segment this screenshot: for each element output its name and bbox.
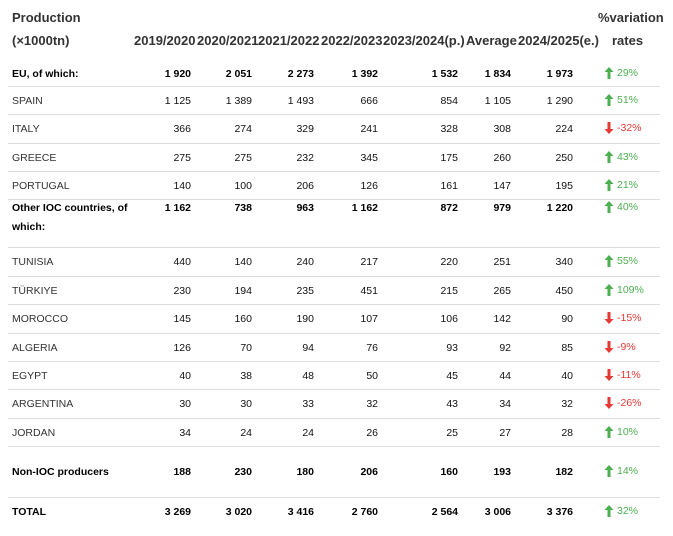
row-label: ALGERIA — [12, 342, 58, 354]
value-cell: 30 — [240, 398, 252, 410]
table-row — [8, 114, 660, 144]
arrow-up-icon — [604, 67, 614, 79]
value-cell: 33 — [302, 398, 314, 410]
value-cell: 27 — [499, 427, 511, 439]
arrow-up-icon — [604, 201, 614, 213]
arrow-up-icon — [604, 465, 614, 477]
value-cell: 182 — [555, 466, 573, 478]
variation-cell — [604, 122, 664, 134]
value-cell: 2 760 — [351, 506, 378, 518]
variation-value: 32% — [617, 505, 639, 517]
arrow-down-icon — [604, 312, 614, 324]
arrow-down-icon — [604, 369, 614, 381]
value-cell: 93 — [446, 342, 458, 354]
value-cell: 45 — [446, 370, 458, 382]
variation-cell — [604, 284, 664, 296]
value-cell: 2 051 — [225, 68, 252, 80]
arrow-up-icon — [604, 179, 614, 191]
table-row — [8, 143, 660, 172]
value-cell: 274 — [234, 123, 252, 135]
value-cell: 126 — [173, 342, 191, 354]
value-cell: 140 — [173, 180, 191, 192]
value-cell: 275 — [173, 152, 191, 164]
value-cell: 1 493 — [287, 95, 314, 107]
value-cell: 48 — [302, 370, 314, 382]
row-label: MOROCCO — [12, 313, 68, 325]
value-cell: 963 — [296, 202, 314, 214]
col-header-2021-2022: 2021/2022 — [258, 33, 320, 48]
value-cell: 70 — [240, 342, 252, 354]
variation-value: 14% — [617, 465, 639, 477]
variation-value: 109% — [617, 284, 644, 296]
col-header-variation-line2: rates — [612, 33, 644, 48]
row-label: GREECE — [12, 152, 57, 164]
row-label-continued: which: — [12, 221, 46, 233]
row-label: PORTUGAL — [12, 180, 70, 192]
variation-cell — [604, 426, 664, 438]
value-cell: 2 273 — [287, 68, 314, 80]
variation-cell — [604, 369, 664, 381]
value-cell: 1 392 — [351, 68, 378, 80]
variation-cell — [604, 255, 664, 267]
value-cell: 24 — [302, 427, 314, 439]
value-cell: 34 — [499, 398, 511, 410]
value-cell: 1 920 — [164, 68, 191, 80]
value-cell: 1 162 — [164, 202, 191, 214]
row-label: EGYPT — [12, 370, 48, 382]
value-cell: 666 — [360, 95, 378, 107]
row-label: ITALY — [12, 123, 40, 135]
value-cell: 193 — [493, 466, 511, 478]
value-cell: 85 — [561, 342, 573, 354]
table-row — [8, 62, 660, 86]
value-cell: 30 — [179, 398, 191, 410]
variation-value: -32% — [617, 122, 642, 134]
value-cell: 206 — [360, 466, 378, 478]
value-cell: 738 — [234, 202, 252, 214]
header-title-line1: Production — [12, 10, 81, 25]
value-cell: 161 — [440, 180, 458, 192]
arrow-up-icon — [604, 284, 614, 296]
table-row — [8, 418, 660, 447]
col-header-2020-2021: 2020/2021 — [197, 33, 259, 48]
value-cell: 240 — [296, 256, 314, 268]
value-cell: 366 — [173, 123, 191, 135]
value-cell: 3 416 — [287, 506, 314, 518]
value-cell: 450 — [555, 285, 573, 297]
value-cell: 50 — [366, 370, 378, 382]
value-cell: 34 — [179, 427, 191, 439]
variation-cell — [604, 151, 664, 163]
variation-value: 43% — [617, 151, 639, 163]
value-cell: 235 — [296, 285, 314, 297]
variation-cell — [604, 505, 664, 517]
value-cell: 3 006 — [484, 506, 511, 518]
variation-cell — [604, 94, 664, 106]
value-cell: 106 — [440, 313, 458, 325]
value-cell: 308 — [493, 123, 511, 135]
value-cell: 188 — [173, 466, 191, 478]
value-cell: 32 — [561, 398, 573, 410]
value-cell: 90 — [561, 313, 573, 325]
value-cell: 160 — [440, 466, 458, 478]
table-row — [8, 276, 660, 305]
variation-cell — [604, 201, 664, 213]
table-row — [8, 497, 660, 526]
variation-value: 55% — [617, 255, 639, 267]
variation-value: -15% — [617, 312, 642, 324]
value-cell: 142 — [493, 313, 511, 325]
arrow-up-icon — [604, 505, 614, 517]
value-cell: 854 — [440, 95, 458, 107]
value-cell: 38 — [240, 370, 252, 382]
value-cell: 26 — [366, 427, 378, 439]
value-cell: 126 — [360, 180, 378, 192]
value-cell: 979 — [493, 202, 511, 214]
table-row — [8, 361, 660, 390]
value-cell: 1 105 — [484, 95, 511, 107]
col-header-2024-2025: 2024/2025(e.) — [518, 33, 599, 48]
value-cell: 145 — [173, 313, 191, 325]
variation-cell — [604, 67, 664, 79]
value-cell: 160 — [234, 313, 252, 325]
value-cell: 340 — [555, 256, 573, 268]
value-cell: 3 269 — [164, 506, 191, 518]
arrow-up-icon — [604, 151, 614, 163]
row-label: TUNISIA — [12, 256, 54, 268]
value-cell: 40 — [179, 370, 191, 382]
value-cell: 32 — [366, 398, 378, 410]
value-cell: 250 — [555, 152, 573, 164]
variation-cell — [604, 465, 664, 477]
arrow-up-icon — [604, 94, 614, 106]
value-cell: 194 — [234, 285, 252, 297]
variation-cell — [604, 312, 664, 324]
value-cell: 76 — [366, 342, 378, 354]
value-cell: 175 — [440, 152, 458, 164]
value-cell: 1 532 — [431, 68, 458, 80]
row-label: JORDAN — [12, 427, 56, 439]
table-row — [8, 304, 660, 334]
variation-value: 51% — [617, 94, 639, 106]
value-cell: 1 290 — [546, 95, 573, 107]
value-cell: 251 — [493, 256, 511, 268]
value-cell: 329 — [296, 123, 314, 135]
header-title-line2: (×1000tn) — [12, 33, 70, 48]
value-cell: 872 — [440, 202, 458, 214]
variation-value: 29% — [617, 67, 639, 79]
row-label: ARGENTINA — [12, 398, 74, 410]
value-cell: 1 220 — [546, 202, 573, 214]
value-cell: 180 — [296, 466, 314, 478]
variation-value: 40% — [617, 201, 639, 213]
value-cell: 28 — [561, 427, 573, 439]
value-cell: 43 — [446, 398, 458, 410]
value-cell: 190 — [296, 313, 314, 325]
value-cell: 220 — [440, 256, 458, 268]
value-cell: 1 973 — [546, 68, 573, 80]
table-row — [8, 247, 660, 277]
value-cell: 224 — [555, 123, 573, 135]
variation-value: -26% — [617, 397, 642, 409]
value-cell: 451 — [360, 285, 378, 297]
value-cell: 230 — [173, 285, 191, 297]
variation-value: 10% — [617, 426, 639, 438]
value-cell: 1 162 — [351, 202, 378, 214]
value-cell: 25 — [446, 427, 458, 439]
row-label: Other IOC countries, of — [12, 202, 128, 214]
variation-cell — [604, 397, 664, 409]
value-cell: 232 — [296, 152, 314, 164]
variation-cell — [604, 179, 664, 191]
arrow-up-icon — [604, 426, 614, 438]
value-cell: 94 — [302, 342, 314, 354]
table-row — [8, 333, 660, 362]
value-cell: 1 389 — [225, 95, 252, 107]
value-cell: 100 — [234, 180, 252, 192]
arrow-down-icon — [604, 397, 614, 409]
value-cell: 40 — [561, 370, 573, 382]
col-header-2022-2023: 2022/2023 — [321, 33, 383, 48]
value-cell: 3 376 — [546, 506, 573, 518]
col-header-2019-2020: 2019/2020 — [134, 33, 196, 48]
table-row — [8, 171, 660, 200]
value-cell: 260 — [493, 152, 511, 164]
value-cell: 107 — [360, 313, 378, 325]
variation-value: -9% — [617, 341, 636, 353]
table-row — [8, 199, 660, 248]
col-header-2023-2024: 2023/2024(p.) — [383, 33, 465, 48]
value-cell: 217 — [360, 256, 378, 268]
value-cell: 92 — [499, 342, 511, 354]
table-row — [8, 389, 660, 419]
row-label: Non-IOC producers — [12, 466, 109, 478]
arrow-up-icon — [604, 255, 614, 267]
arrow-down-icon — [604, 122, 614, 134]
table-row — [8, 446, 660, 498]
value-cell: 147 — [493, 180, 511, 192]
value-cell: 24 — [240, 427, 252, 439]
value-cell: 345 — [360, 152, 378, 164]
value-cell: 440 — [173, 256, 191, 268]
value-cell: 230 — [234, 466, 252, 478]
value-cell: 206 — [296, 180, 314, 192]
arrow-down-icon — [604, 341, 614, 353]
row-label: TÜRKIYE — [12, 285, 58, 297]
variation-cell — [604, 341, 664, 353]
value-cell: 195 — [555, 180, 573, 192]
col-header-average: Average — [466, 33, 517, 48]
row-label: TOTAL — [12, 506, 47, 518]
row-label: SPAIN — [12, 95, 43, 107]
value-cell: 1 834 — [484, 68, 511, 80]
col-header-variation-line1: %variation — [598, 10, 664, 25]
row-label: EU, of which: — [12, 68, 79, 80]
value-cell: 1 125 — [164, 95, 191, 107]
value-cell: 2 564 — [431, 506, 458, 518]
value-cell: 140 — [234, 256, 252, 268]
value-cell: 275 — [234, 152, 252, 164]
value-cell: 265 — [493, 285, 511, 297]
variation-value: 21% — [617, 179, 639, 191]
value-cell: 3 020 — [225, 506, 252, 518]
value-cell: 215 — [440, 285, 458, 297]
table-row — [8, 86, 660, 115]
variation-value: -11% — [617, 369, 641, 381]
value-cell: 241 — [360, 123, 378, 135]
value-cell: 328 — [440, 123, 458, 135]
value-cell: 44 — [499, 370, 511, 382]
